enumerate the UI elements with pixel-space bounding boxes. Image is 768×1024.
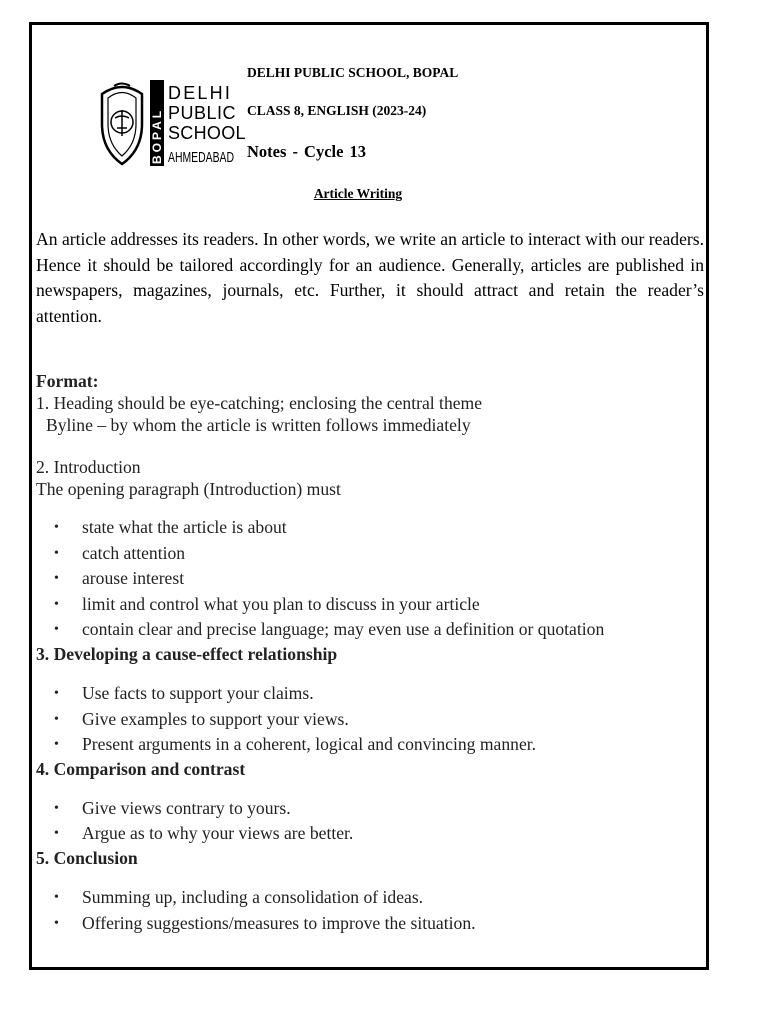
format-point-5: 5. Conclusion	[36, 847, 138, 868]
class-line: CLASS 8, ENGLISH (2023-24)	[247, 103, 427, 118]
school-name: DELHI PUBLIC SCHOOL, BOPAL	[247, 65, 459, 80]
format-point-2: 2. Introduction	[36, 457, 141, 477]
format-section	[36, 370, 706, 936]
list-item: • Argue as to why your views are better.	[36, 821, 706, 847]
list-item: • Give examples to support your views.	[36, 707, 706, 733]
format-point-3: 3. Developing a cause-effect relationship	[36, 643, 338, 664]
intro-bullet-list	[36, 515, 706, 643]
list-item: • Give views contrary to yours.	[36, 796, 706, 822]
cause-bullet-list	[36, 681, 706, 758]
cycle-label: Cycle 13	[304, 142, 367, 161]
logo-line-public: PUBLIC	[168, 103, 237, 123]
bopal-side-text: BOPAL	[150, 107, 164, 164]
format-point-1: 1. Heading should be eye-catching; enclosing the central theme	[36, 393, 483, 413]
school-logo	[98, 78, 246, 168]
list-item: • catch attention	[36, 541, 706, 567]
notes-cycle	[247, 142, 366, 162]
compare-bullet-list	[36, 796, 706, 847]
school-crest-icon	[102, 84, 142, 165]
page-title: Article Writing	[313, 186, 403, 201]
notes-label: Notes -	[247, 142, 299, 161]
format-heading: Format:	[36, 371, 99, 391]
intro-paragraph: An article addresses its readers. In other words, we write an article to interact with our readers. Hence it should be tailored accordingly for an audience. Generally, articles are published in newspapers, magazines, journals, etc. Further, it should attract and retain the reader’s attention.	[36, 229, 704, 326]
list-item: • Summing up, including a consolidation of ideas.	[36, 885, 706, 911]
format-point-4: 4. Comparison and contrast	[36, 758, 246, 779]
logo-line-delhi: DELHI	[168, 83, 233, 103]
list-item: • contain clear and precise language; may even use a definition or quotation	[36, 617, 706, 643]
list-item: • Offering suggestions/measures to improve the situation.	[36, 911, 706, 937]
logo-line-ahmedabad: AHMEDABAD	[168, 150, 234, 166]
logo-line-school: SCHOOL	[168, 123, 246, 143]
list-item: • limit and control what you plan to discuss in your article	[36, 592, 706, 618]
conclusion-bullet-list	[36, 885, 706, 936]
byline-note: Byline – by whom the article is written follows immediately	[46, 415, 471, 435]
format-point-2-text: The opening paragraph (Introduction) must	[36, 479, 341, 499]
list-item: • state what the article is about	[36, 515, 706, 541]
list-item: • Use facts to support your claims.	[36, 681, 706, 707]
list-item: • Present arguments in a coherent, logical and convincing manner.	[36, 732, 706, 758]
list-item: • arouse interest	[36, 566, 706, 592]
